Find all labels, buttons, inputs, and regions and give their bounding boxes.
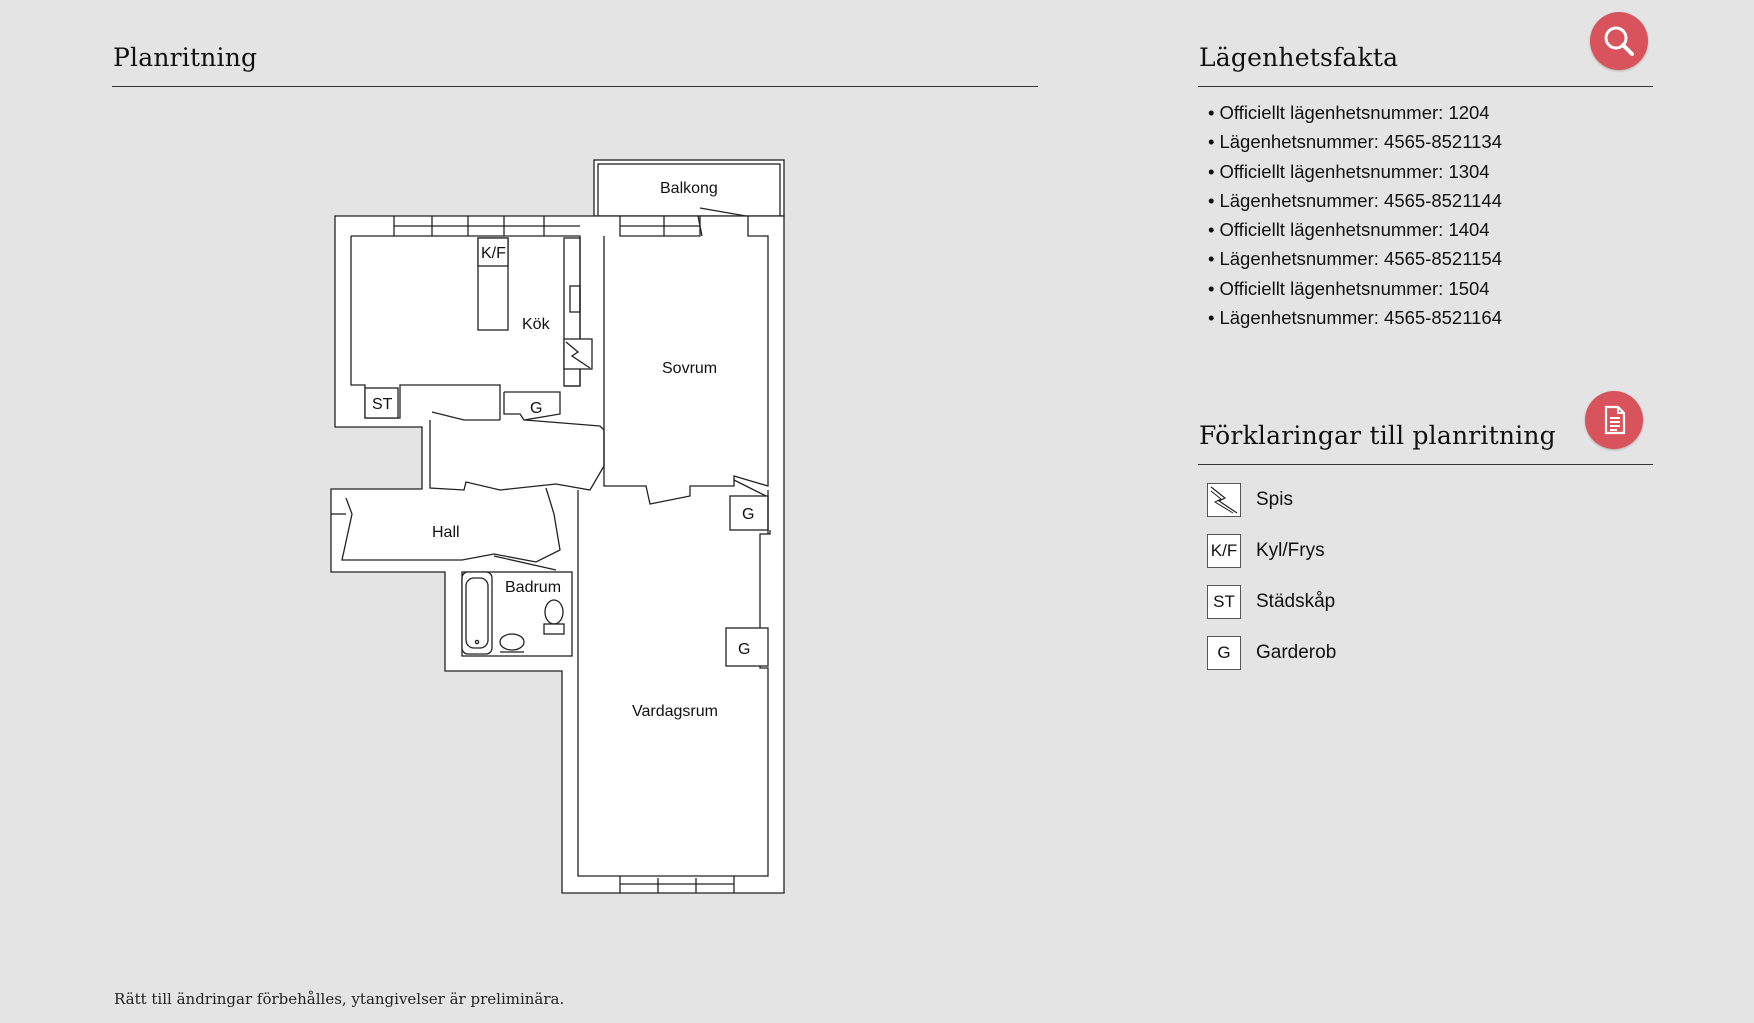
symbol-g-kitchen: G (530, 400, 543, 417)
disclaimer-text: Rätt till ändringar förbehålles, ytangivelser är preliminära. (114, 990, 565, 1008)
legend-item-stadskap (1207, 585, 1507, 623)
legend-label-kylfrys: Kyl/Frys (1256, 540, 1325, 561)
room-label-sovrum: Sovrum (662, 360, 718, 377)
legend-divider (1198, 464, 1653, 465)
facts-list (1208, 101, 1502, 335)
search-icon (1601, 23, 1637, 59)
facts-divider (1198, 86, 1653, 87)
fact-item: • Officiellt lägenhetsnummer: 1204 (1208, 102, 1490, 123)
floorplan-title: Planritning (113, 43, 258, 72)
legend-item-garderob (1207, 636, 1507, 674)
fact-item: • Lägenhetsnummer: 4565-8521154 (1208, 248, 1502, 270)
fact-item: • Lägenhetsnummer: 4565-8521164 (1208, 307, 1502, 329)
legend-symbol-g: G (1207, 636, 1241, 670)
facts-title: Lägenhetsfakta (1199, 43, 1399, 72)
fact-item: • Officiellt lägenhetsnummer: 1504 (1208, 277, 1490, 299)
symbol-g-living: G (738, 641, 751, 658)
search-button[interactable] (1590, 12, 1648, 70)
symbol-kf: K/F (481, 245, 506, 262)
room-label-kok: Kök (522, 316, 550, 333)
room-label-hall: Hall (432, 524, 460, 541)
legend-label-spis: Spis (1256, 489, 1293, 510)
document-icon (1597, 403, 1631, 437)
document-button[interactable] (1585, 391, 1643, 449)
legend-symbol-st: ST (1207, 585, 1241, 619)
stove-icon (1207, 483, 1241, 517)
room-label-vardagsrum: Vardagsrum (632, 703, 718, 720)
legend-symbol-kf: K/F (1207, 534, 1241, 568)
fact-item: • Officiellt lägenhetsnummer: 1304 (1208, 160, 1490, 182)
symbol-g-bedroom: G (742, 506, 755, 523)
symbol-st: ST (372, 396, 393, 413)
fact-item: • Officiellt lägenhetsnummer: 1404 (1208, 219, 1490, 241)
legend-label-garderob: Garderob (1256, 642, 1337, 663)
fact-item: • Lägenhetsnummer: 4565-8521144 (1208, 189, 1502, 211)
legend-item-spis (1207, 483, 1507, 521)
legend-item-kylfrys (1207, 534, 1507, 572)
fact-item: • Lägenhetsnummer: 4565-8521134 (1208, 131, 1502, 153)
room-label-badrum: Badrum (505, 579, 562, 596)
room-label-balkong: Balkong (660, 180, 718, 197)
legend-title: Förklaringar till planritning (1199, 421, 1556, 450)
legend-label-stadskap: Städskåp (1256, 591, 1336, 612)
